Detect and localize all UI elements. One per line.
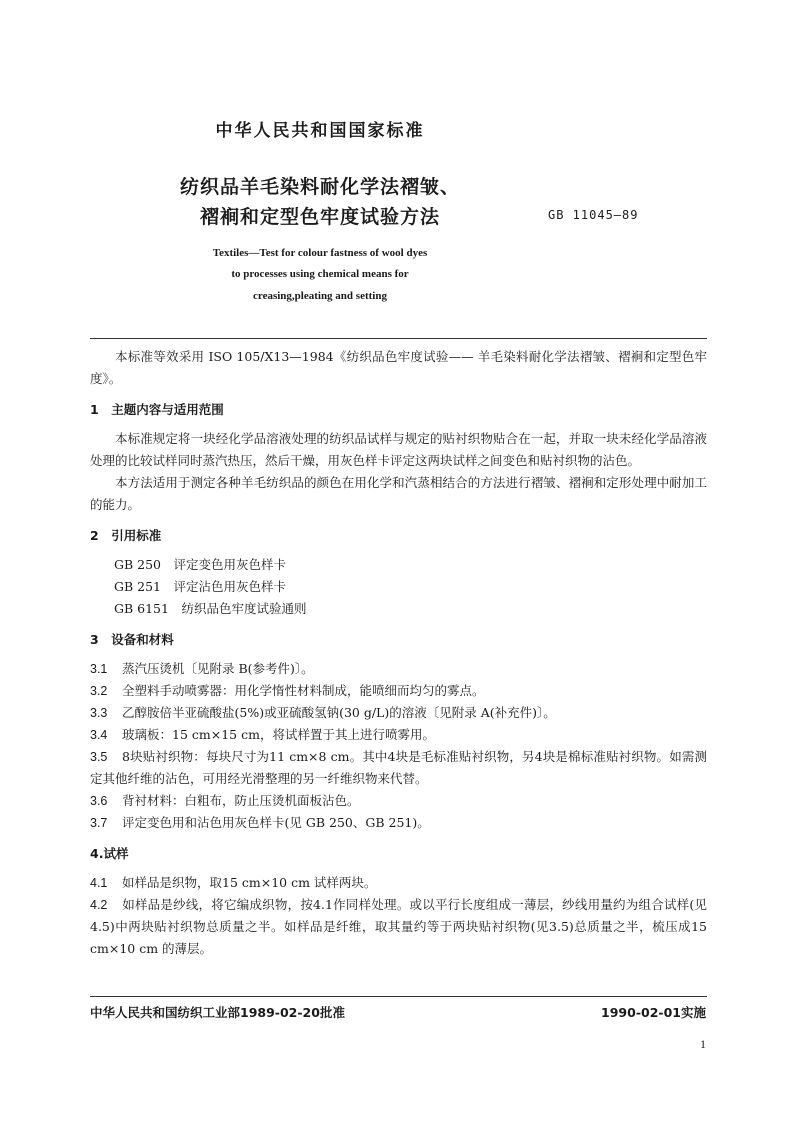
item-text: 玻璃板：15 cm×15 cm，将试样置于其上进行喷雾用。	[122, 727, 435, 742]
list-item	[90, 872, 707, 894]
list-item	[90, 680, 707, 702]
bottom-rule	[90, 996, 707, 997]
item-number: 3.1	[90, 662, 108, 676]
item-number: 3.6	[90, 794, 108, 808]
equipment-list	[90, 658, 707, 834]
list-item	[90, 702, 707, 724]
item-text: 背衬材料：白粗布，防止压烫机面板沾色。	[122, 793, 360, 808]
issuer-approval: 中华人民共和国纺织工业部1989-02-20批准	[90, 1005, 345, 1020]
item-number: 3.3	[90, 706, 108, 720]
list-item	[90, 894, 707, 960]
item-text: 如样品是纱线，将它编成织物，按4.1作同样处理。或以平行长度组成一薄层，纱线用量约为组合试样(见4.5)中两块贴衬织物总质量之半。如样品是纤维，取其量约等于两块贴衬织物(见3.5)总质量之半，梳压成15 cm×10 cm 的薄层。	[90, 897, 707, 956]
document-body	[90, 346, 707, 960]
list-item	[90, 724, 707, 746]
reference-item: GB 251 评定沾色用灰色样卡	[114, 579, 287, 594]
section1-paragraph1: 本标准规定将一块经化学品溶液处理的纺织品试样与规定的贴衬织物贴合在一起，并取一块未经化学品溶液处理的比较试样同时蒸汽热压，然后干燥，用灰色样卡评定这两块试样之间变色和贴衬织物的沾色。	[90, 431, 707, 468]
section4-heading: 4.试样	[90, 846, 129, 861]
standard-number: GB 11045—89	[548, 208, 639, 222]
item-text: 评定变色用和沾色用灰色样卡(见 GB 250、GB 251)。	[122, 815, 430, 830]
section1-heading: 1 主题内容与适用范围	[90, 402, 224, 417]
item-text: 蒸汽压烫机〔见附录 B(参考件)〕。	[122, 661, 314, 676]
english-title-line2: to processes using chemical means for	[231, 268, 409, 280]
section2-heading: 2 引用标准	[90, 528, 162, 543]
section1-paragraph2: 本方法适用于测定各种羊毛纺织品的颜色在用化学和汽蒸相结合的方法进行褶皱、褶裥和定形处理中耐加工的能力。	[90, 475, 707, 512]
item-number: 3.4	[90, 728, 108, 742]
section3-heading: 3 设备和材料	[90, 632, 174, 647]
document-title-line1: 纺织品羊毛染料耐化学法褶皱、	[179, 176, 460, 198]
item-text: 全塑料手动喷雾器：用化学惰性材料制成，能喷细而均匀的雾点。	[122, 683, 485, 698]
effective-date: 1990-02-01实施	[601, 1005, 706, 1020]
item-number: 3.7	[90, 816, 108, 830]
item-number: 4.1	[90, 876, 108, 890]
specimen-list	[90, 872, 707, 960]
english-title-line3: creasing,pleating and setting	[253, 290, 387, 302]
reference-item: GB 250 评定变色用灰色样卡	[114, 557, 287, 572]
item-number: 3.2	[90, 684, 108, 698]
document-title-line2: 褶裥和定型色牢度试验方法	[199, 206, 440, 228]
list-item	[90, 746, 707, 790]
item-text: 8块贴衬织物：每块尺寸为11 cm×8 cm。其中4块是毛标准贴衬织物，另4块是棉标准贴衬织物。如需测定其他纤维的沾色，可用经光滑整理的另一纤维织物来代替。	[90, 749, 707, 786]
reference-item: GB 6151 纺织品色牢度试验通则	[114, 601, 307, 616]
page-number: 1	[700, 1037, 706, 1051]
item-text: 如样品是织物，取15 cm×10 cm 试样两块。	[122, 875, 377, 890]
intro-paragraph: 本标准等效采用 ISO 105/X13—1984《纺织品色牢度试验—— 羊毛染料耐化学法褶皱、褶裥和定型色牢度》。	[90, 349, 707, 386]
top-rule	[90, 338, 707, 339]
item-number: 3.5	[90, 750, 108, 764]
list-item	[90, 658, 707, 680]
item-text: 乙醇胺倍半亚硫酸盐(5%)或亚硫酸氢钠(30 g/L)的溶液〔见附录 A(补充件)〕。	[122, 705, 556, 720]
english-title-line1: Textiles—Test for colour fastness of wool dyes	[212, 247, 428, 259]
reference-list	[90, 554, 707, 620]
list-item	[90, 812, 707, 834]
list-item	[90, 790, 707, 812]
national-standard-label: 中华人民共和国国家标准	[215, 121, 425, 141]
item-number: 4.2	[90, 898, 108, 912]
